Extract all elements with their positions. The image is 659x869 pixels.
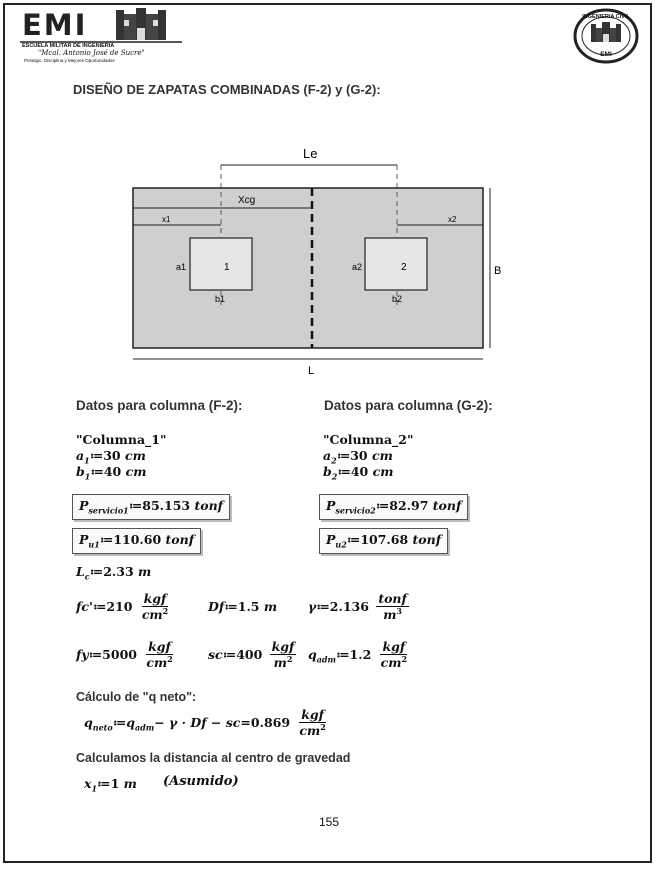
column-2 bbox=[365, 238, 427, 290]
page-title: DISEÑO DE ZAPATAS COMBINADAS (F-2) y (G-2): bbox=[73, 82, 381, 97]
col-g2-name: "Columna_2" bbox=[323, 432, 414, 447]
emi-logo-line1: ESCUELA MILITAR DE INGENIERIA bbox=[22, 43, 115, 49]
emi-logo-line3: Prestigio, Disciplina y Mejores Oportunidades bbox=[24, 58, 115, 63]
cg-note: (Asumido) bbox=[163, 774, 239, 789]
seal-bottom-text: EMI bbox=[600, 51, 612, 58]
page-number: 155 bbox=[319, 815, 340, 829]
x2-label: x2 bbox=[448, 215, 457, 224]
col-f2-p-servicio: $P_{servicio1}≔85.153$ tonf bbox=[72, 494, 230, 520]
col-f2-name: "Columna_1" bbox=[76, 432, 167, 447]
column-1-label: 1 bbox=[224, 262, 230, 273]
cg-x1: $x_1≔1$ m bbox=[84, 776, 137, 794]
col-g2-p-servicio: $P_{servicio2}≔82.97$ tonf bbox=[319, 494, 468, 520]
combined-footing-diagram bbox=[120, 140, 505, 380]
column-1 bbox=[190, 238, 252, 290]
param-sc: sc≔400 $\frac{\text{kgf}}{m^2}$ bbox=[208, 639, 295, 671]
col-f2-heading: Datos para columna (F-2): bbox=[76, 398, 243, 413]
civil-engineering-seal bbox=[573, 8, 639, 64]
le-label: Le bbox=[303, 146, 318, 161]
qneto-formula: $q_{neto}≔q_{adm}- \gamma \cdot Df - sc=0.869$ $\frac{\text{kgf}}{cm^2}$ bbox=[84, 707, 326, 739]
param-gamma: γ≔2.136 $\frac{\text{tonf}}{m^3}$ bbox=[308, 591, 407, 623]
b-label: B bbox=[494, 265, 502, 277]
b1-label: b1 bbox=[215, 294, 226, 304]
emi-logo-line2: "Mcal. Antonio José de Sucre" bbox=[38, 49, 145, 57]
x1-label: x1 bbox=[162, 215, 171, 224]
param-fy: fy≔5000 $\frac{\text{kgf}}{cm^2}$ bbox=[76, 639, 173, 671]
a2-label: a2 bbox=[352, 262, 363, 272]
xcg-label: Xcg bbox=[238, 195, 256, 206]
a1-label: a1 bbox=[176, 262, 187, 272]
param-fc: fc'≔210 $\frac{\text{kgf}}{cm^2}$ bbox=[76, 591, 169, 623]
col-g2-b: $b_2≔40$ cm bbox=[323, 464, 394, 482]
col-f2-p-u: $P_{u1}≔110.60$ tonf bbox=[72, 528, 201, 554]
b2-label: b2 bbox=[392, 294, 403, 304]
column-2-label: 2 bbox=[401, 262, 407, 273]
col-f2-a: $a_1≔30$ cm bbox=[76, 448, 146, 466]
param-qadm: $q_{adm}≔1.2$ $\frac{\text{kgf}}{cm^2}$ bbox=[308, 639, 408, 671]
qneto-heading: Cálculo de "q neto": bbox=[76, 690, 197, 704]
emi-logo-title: EMI bbox=[22, 8, 88, 42]
seal-top-text: INGENIERIA CIVIL bbox=[582, 14, 630, 20]
param-df: Df≔1.5 m bbox=[208, 599, 278, 614]
col-g2-heading: Datos para columna (G-2): bbox=[324, 398, 493, 413]
castle-icon bbox=[116, 8, 166, 40]
col-g2-p-u: $P_{u2}≔107.68$ tonf bbox=[319, 528, 448, 554]
emi-logo bbox=[20, 8, 182, 62]
param-le: $L_c≔2.33$ m bbox=[76, 564, 152, 582]
l-label: L bbox=[308, 365, 315, 377]
col-f2-b: $b_1≔40$ cm bbox=[76, 464, 147, 482]
cg-heading: Calculamos la distancia al centro de gravedad bbox=[76, 751, 351, 765]
col-g2-a: $a_2≔30$ cm bbox=[323, 448, 393, 466]
